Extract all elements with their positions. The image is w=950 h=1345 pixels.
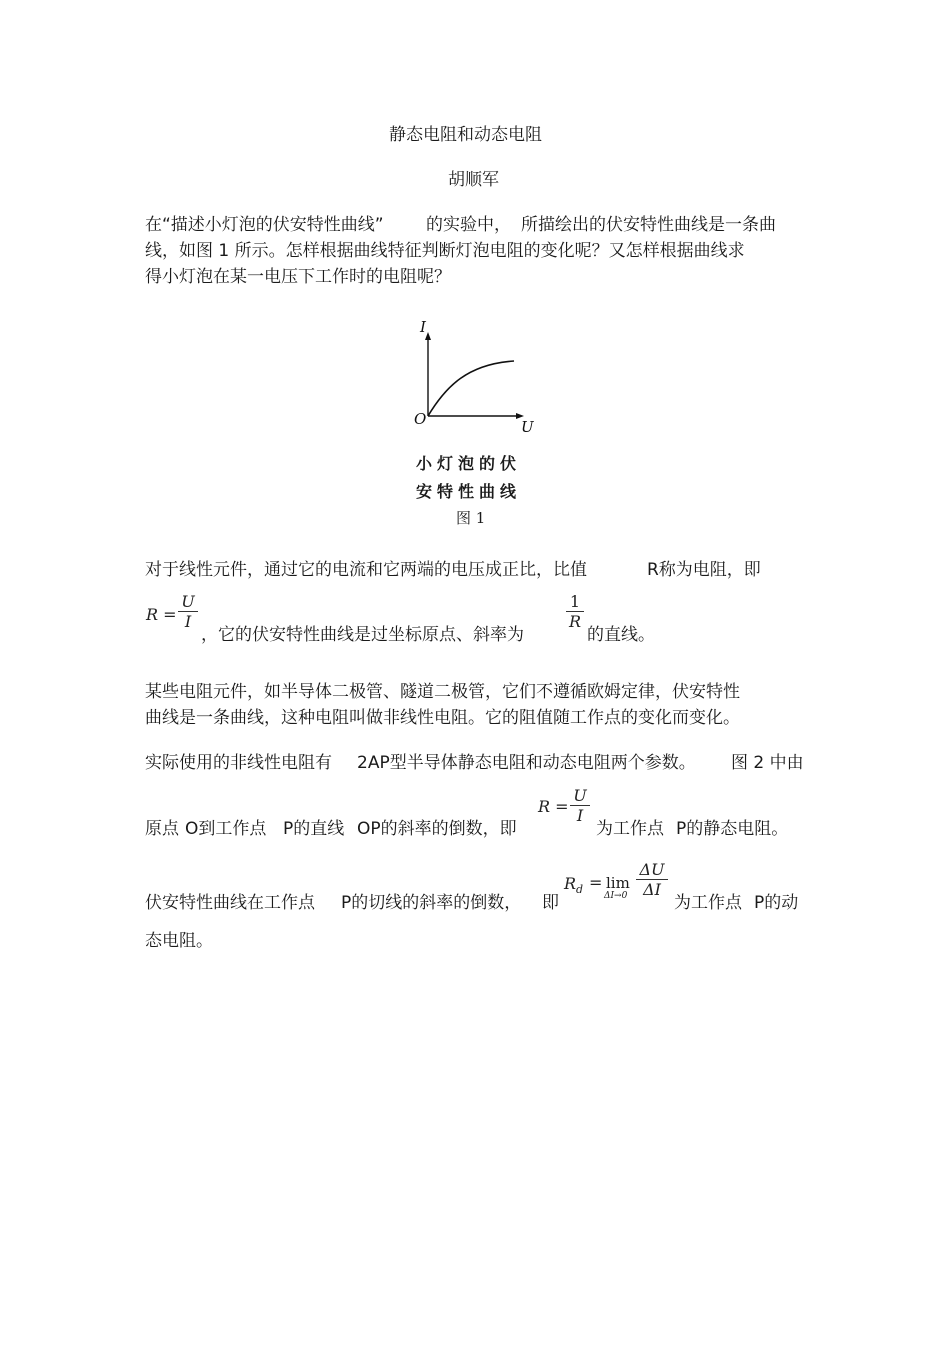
para2-line1-part1: 对于线性元件，通过它的电流和它两端的电压成正比，比值 [145,560,587,580]
formula-subscript-d: d [576,883,584,897]
formula-denominator: I [184,612,192,631]
formula-r: R [564,874,577,893]
formula-numerator: U [573,786,587,805]
para4-line2-part6: P的静态电阻。 [676,819,789,839]
formula-numerator: ΔU [639,860,665,879]
para5-line1-part1: 伏安特性曲线在工作点 [145,893,315,913]
para3-line1: 某些电阻元件，如半导体二极管、隧道二极管，它们不遵循欧姆定律，伏安特性 [145,682,740,702]
para4-line1-part2: 2AP型半导体静态电阻和动态电阻两个参数。 [357,753,696,773]
para4-line2-part4: OP的斜率的倒数，即 [357,819,517,839]
para2-line2-part1: ，它的伏安特性曲线是过坐标原点、斜率为 [201,625,524,645]
formula-r-lhs: R = [146,605,177,624]
slope-denominator: R [568,612,582,631]
para2-line2-part2: 的直线。 [587,625,655,645]
para4-line2-part3: P的直线 [283,819,345,839]
formula-static-lhs: R = [538,797,569,816]
figure-label: 图 1 [456,509,486,527]
formula-numerator: U [181,592,195,611]
para4-line2-part2: O到工作点 [185,819,267,839]
iv-curve-graph [408,318,538,438]
para3-line2: 曲线是一条曲线，这种电阻叫做非线性电阻。它的阻值随工作点的变化而变化。 [145,708,740,728]
formula-dynamic-fraction [636,860,668,899]
para5-line2: 态电阻。 [145,931,213,951]
formula-lim-subscript: ΔI→0 [604,891,628,901]
para4-line2-part1: 原点 [145,819,179,839]
iv-curve [428,361,514,416]
para1-line1-part3: 所描绘出的伏安特性曲线是一条曲 [521,215,776,235]
para1-line1-part2: 的实验中， [426,215,511,235]
formula-dynamic-lhs [564,874,583,896]
slope-numerator: 1 [569,592,581,611]
formula-denominator: I [576,806,584,825]
formula-equals: = [589,873,603,892]
formula-static-fraction [570,786,590,825]
formula-lim: lim [606,874,630,892]
para5-line1-part5: P的动 [754,893,799,913]
figure-caption-line2: 安特性曲线 [416,482,522,501]
slope-fraction [566,592,584,631]
para5-line1-part2: P的切线的斜率的倒数， [341,893,522,913]
axis-label-u: U [521,418,534,436]
formula-r-fraction [178,592,198,631]
para4-line1-part1: 实际使用的非线性电阻有 [145,753,332,773]
formula-denominator: ΔI [643,880,661,899]
para1-line3: 得小灯泡在某一电压下工作时的电阻呢？ [145,267,451,287]
para5-line1-part4: 为工作点 [674,893,742,913]
para4-line2-part5: 为工作点 [596,819,664,839]
axis-label-i: I [420,318,426,336]
document-title: 静态电阻和动态电阻 [389,125,542,145]
figure-caption-line1: 小灯泡的伏 [416,454,522,473]
origin-label: O [414,410,427,428]
para1-line2: 线，如图 1 所示。怎样根据曲线特征判断灯泡电阻的变化呢？又怎样根据曲线求 [145,241,745,261]
author-name: 胡顺军 [448,170,499,190]
para5-line1-part3: 即 [542,893,559,913]
para2-line1-part2: R称为电阻，即 [647,560,761,580]
para1-line1-part1: 在“描述小灯泡的伏安特性曲线” [145,215,384,235]
para4-line1-part3: 图 2 中由 [731,753,804,773]
